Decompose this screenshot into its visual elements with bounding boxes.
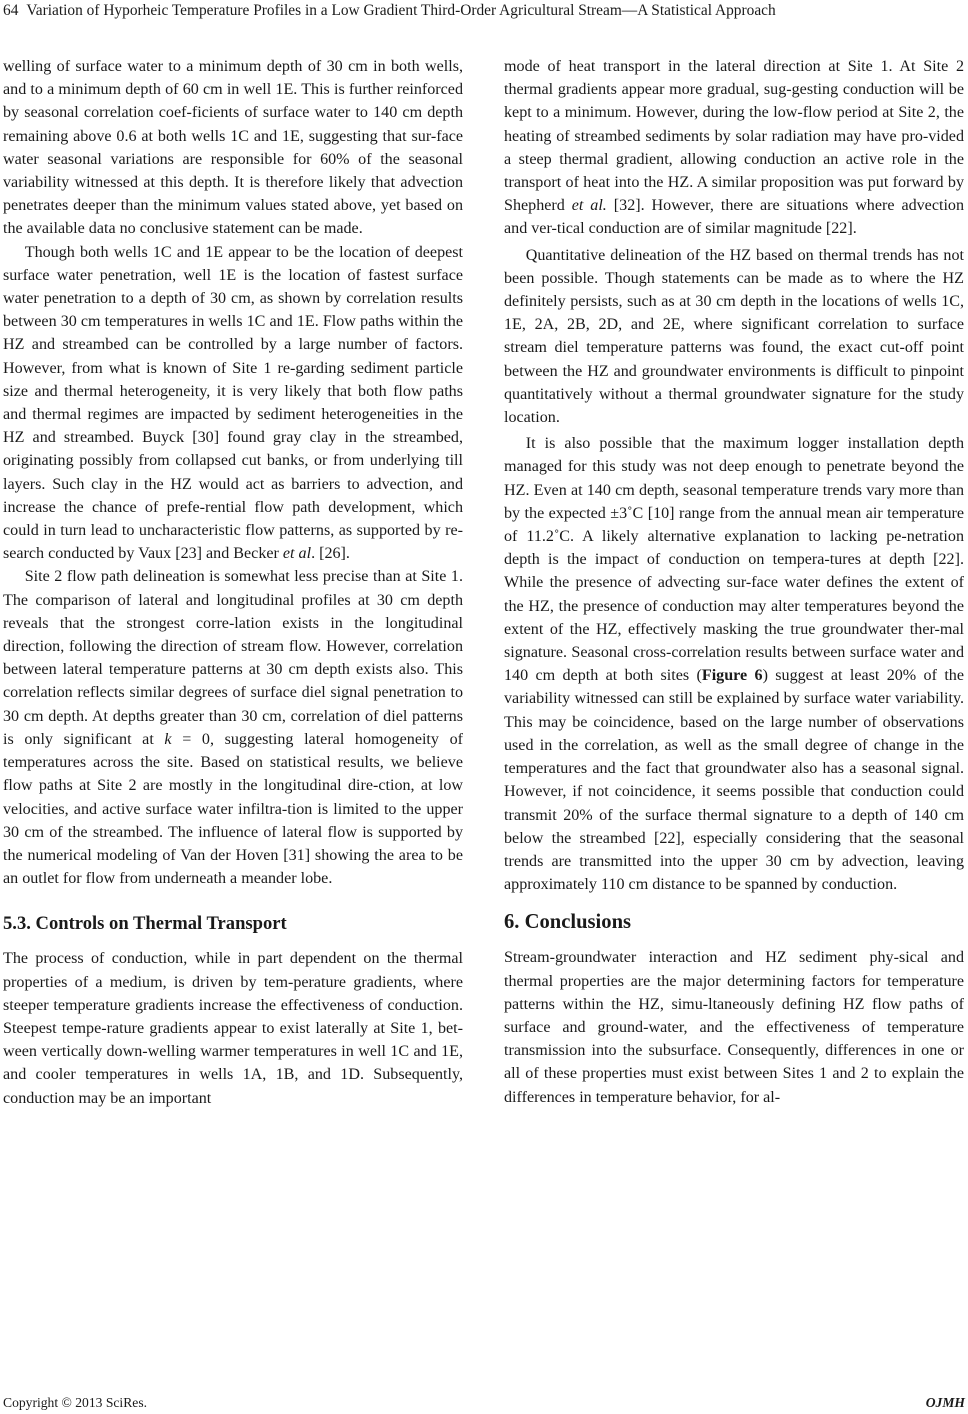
section-heading: 5.3. Controls on Thermal Transport <box>3 913 287 935</box>
paragraph: It is also possible that the maximum logger installation depth managed for this study was not deep enough to penetrate beyond the HZ. Even at 140 cm depth, seasonal temperature trends vary more than by the expected ±3˚C [10] range from the annual mean air temperature of 11.2˚C. A likely alternative explanation to lacking pe-netration depth is the impact of conduction on tempera-tures at depth [22]. While the presence of advecting sur-face water defines the extent of the HZ, the presence of conduction may alter temperatures beyond the extent of the HZ, effectively masking the true groundwater ther-mal signature. Seasonal cross-correlation results between surface water and 140 cm depth at both sites (Figure 6) suggest at least 20% of the variability witnessed can still be explained by surface water variability. This may be coincidence, based on the large number of observations used in the correlation, as well as the small degree of change in the temperatures and the fact that groundwater also has a seasonal signal. However, if not coincidence, it seems possible that conduction could transmit 20% of the surface thermal signature to a depth of 140 cm below the streambed [22], especially considering that the seasonal trends are transmitted into the upper 30 cm by advection, leaving approximately 110 cm distance to be spanned by conduction. <box>504 435 964 894</box>
page-number: 64 <box>3 2 19 19</box>
right-column <box>504 55 964 1109</box>
running-header <box>3 1 948 21</box>
figure-reference[interactable]: Figure 6 <box>701 667 763 685</box>
copyright: Copyright © 2013 SciRes. <box>3 1395 148 1410</box>
left-column <box>3 55 463 1110</box>
page-footer <box>3 1394 965 1411</box>
paragraph: Though both wells 1C and 1E appear to be the location of deepest surface water penetration, well 1E is the location of fastest surface water penetration to a depth of 30 cm, as shown by correlation results between 30 cm temperatures in wells 1C and 1E. Flow paths within the HZ and streambed can be controlled by a large number of factors. However, from what is known of Site 1 re-garding sediment particle size and thermal heterogeneity, it is very likely that both flow paths and thermal regimes are impacted by sediment heterogeneities in the HZ and streambed. Buyck [30] found gray clay in the streambed, originating possibly from collapsed cut banks, or from underlying till layers. Such clay in the HZ would act as barriers to advection, and increase the chance of prefe-rential flow path development, which could in turn lead to uncharacteristic flow patterns, as supported by re-search conducted by Vaux [23] and Becker et al. [26]. <box>3 243 463 563</box>
paragraph: Stream-groundwater interaction and HZ sediment phy-sical and thermal properties are the major determining factors for temperature patterns within the HZ, simu-ltaneously defining HZ flow paths of surface and ground-water, and the effectiveness of temperature transmission into the subsurface. Consequently, differences in one or all of these properties must exist between Sites 1 and 2 to explain the differences in temperature behavior, for al- <box>504 949 964 1106</box>
paragraph: welling of surface water to a minimum depth of 30 cm in both wells, and to a minimum depth of 60 cm in well 1E. This is further reinforced by seasonal correlation coef-ficients of surface water to 140 cm depth remaining above 0.6 at both wells 1C and 1E, suggesting that sur-face water seasonal variations are responsible for 60% of the seasonal variability witnessed at this depth. It is therefore likely that advection penetrates deeper than the minimum values stated above, yet based on the available data no conclusive statement can be made. <box>3 58 463 238</box>
paragraph: Quantitative delineation of the HZ based on thermal trends has not been possible. Though statements can be made as to where the HZ definitely persists, such as at 30 cm depth in the locations of wells 1C, 1E, 2A, 2B, 2D, and 2E, where significant correlation to surface stream diel temperature patterns was found, the exact cut-off point between the HZ and groundwater environments is difficult to pinpoint quantitatively without a thermal groundwater signature for the study location. <box>504 246 964 427</box>
running-title: Variation of Hyporheic Temperature Profiles in a Low Gradient Third-Order Agricultural Stream—A Statistical Approach <box>26 2 776 19</box>
paragraph: mode of heat transport in the lateral direction at Site 1. At Site 2 thermal gradients appear more gradual, sug-gesting conduction will be kept to a minimum. However, during the low-flow period at Site 2, the heating of streambed sediments by solar radiation may have pro-vided a steep thermal gradient, allowing conduction an active role in the transport of heat into the HZ. A similar proposition was put forward by Shepherd et al. [32]. However, there are situations where advection and ver-tical conduction are of similar magnitude [22]. <box>504 58 965 238</box>
paragraph: Site 2 flow path delineation is somewhat less precise than at Site 1. The comparison of lateral and longitudinal profiles at 30 cm depth reveals that the strongest corre-lation exists in the longitudinal direction, following the direction of stream flow. However, correlation between lateral temperature patterns at 30 cm depth exists also. This correlation reflects similar degrees of surface diel signal penetration to 30 cm depth. At depths greater than 30 cm, correlation of diel patterns is only significant at k = 0, suggesting lateral homogeneity of temperatures across the site. Based on statistical results, we believe flow paths at Site 2 are mostly in the longitudinal dire-ction, at low velocities, and active surface water infiltra-tion is limited to the upper 30 cm of the streambed. The influence of lateral flow is supported by the numerical modeling of Van der Hoven [31] showing the area to be an outlet for flow from underneath a meander lobe. <box>3 568 463 888</box>
paragraph: The process of conduction, while in part dependent on the thermal properties of a medium, is driven by tem-perature gradients, where steeper temperature gradients increase the effectiveness of conduction. Steepest tempe-rature gradients appear to exist laterally at Site 1, bet-ween vertically down-welling warmer temperatures in well 1C and 1E, and cooler temperatures in wells 1A, 1B, and 1D. Subsequently, conduction may be an important <box>3 950 463 1107</box>
journal-abbrev: OJMH <box>925 1395 965 1410</box>
section-heading: 6. Conclusions <box>504 911 632 934</box>
